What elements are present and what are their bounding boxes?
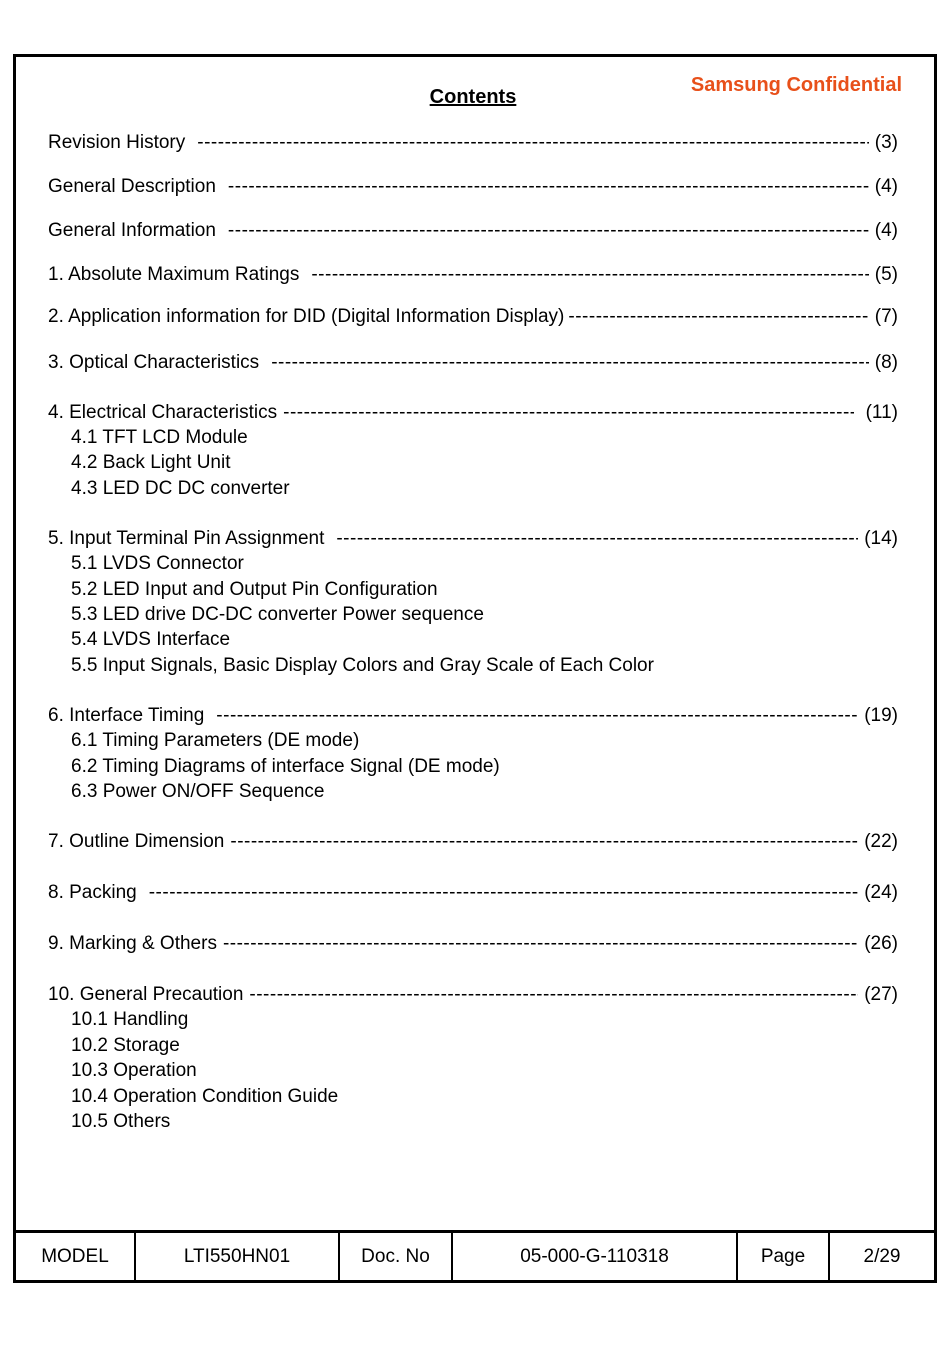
toc-subitem: 6.2 Timing Diagrams of interface Signal (DE mode): [71, 755, 500, 777]
toc-label: 10. General Precaution: [48, 984, 244, 1006]
toc-subitem: 6.1 Timing Parameters (DE mode): [71, 730, 360, 752]
toc-subitem: 5.4 LVDS Interface: [71, 629, 231, 651]
model-label: MODEL: [16, 1233, 136, 1280]
toc-entry: [48, 703, 898, 804]
page-number: 2/29: [863, 1245, 901, 1267]
doc-no-label: Doc. No: [340, 1233, 453, 1280]
toc-label: 9. Marking & Others: [48, 933, 217, 955]
toc-leader: [283, 400, 853, 425]
toc-subitem: 10.3 Operation: [71, 1060, 197, 1082]
toc-row: [48, 400, 898, 425]
toc-leader: [228, 218, 869, 243]
toc-subitem: 5.3 LED drive DC-DC converter Power sequence: [71, 604, 484, 626]
toc-label: 6. Interface Timing: [48, 705, 205, 727]
toc-page: (19): [864, 705, 898, 727]
toc-row: [48, 350, 898, 375]
toc-row: [48, 130, 898, 155]
toc-label: Revision History: [48, 132, 186, 153]
toc-subitem: 10.1 Handling: [71, 1009, 189, 1031]
toc-row: [48, 829, 898, 854]
toc-page: (4): [874, 176, 898, 197]
toc-entry: [48, 174, 898, 199]
toc-page: (22): [864, 831, 898, 853]
toc-leader: [568, 304, 868, 329]
toc-entry: [48, 400, 898, 501]
toc-row: [48, 526, 898, 551]
toc-row: [48, 880, 898, 905]
page-title: Contents: [429, 86, 517, 108]
toc-leader: [197, 130, 869, 155]
toc-subitem: 4.1 TFT LCD Module: [71, 427, 248, 448]
toc-row: [48, 218, 898, 243]
toc-leader: [230, 829, 858, 854]
footer-table: [16, 1230, 934, 1280]
confidential-label: Samsung Confidential: [690, 74, 902, 96]
toc-entry: [48, 526, 898, 678]
toc-row: [48, 262, 898, 287]
toc-page: (8): [874, 352, 898, 373]
toc-page: (5): [874, 264, 898, 285]
toc-entry: [48, 350, 898, 375]
toc-leader: [216, 703, 858, 728]
toc-entry: [48, 130, 898, 155]
toc-page: (4): [874, 220, 898, 241]
toc-entry: [48, 982, 898, 1134]
toc-label: General Description: [48, 176, 216, 197]
toc-entry: [48, 880, 898, 905]
model-value: LTI550HN01: [136, 1233, 340, 1280]
toc-leader: [271, 350, 869, 375]
toc-subitem: 10.5 Others: [71, 1111, 171, 1133]
toc-page: (3): [874, 132, 898, 153]
toc-leader: [336, 526, 858, 551]
toc-subitem: 10.2 Storage: [71, 1034, 180, 1056]
toc-subitem: 6.3 Power ON/OFF Sequence: [71, 781, 325, 803]
toc-page: (24): [864, 882, 898, 904]
toc-label: 3. Optical Characteristics: [48, 352, 260, 373]
toc-label: General Information: [48, 220, 216, 241]
toc-leader: [249, 982, 858, 1007]
toc-subitem: 10.4 Operation Condition Guide: [71, 1085, 339, 1107]
page-label: Page: [738, 1233, 830, 1280]
toc-entry: [48, 218, 898, 243]
toc-subitem: 4.2 Back Light Unit: [71, 452, 231, 474]
table-of-contents: [48, 130, 898, 1154]
toc-entry: [48, 304, 898, 329]
toc-row: [48, 703, 898, 728]
toc-label: 5. Input Terminal Pin Assignment: [48, 528, 325, 550]
toc-leader: [311, 262, 868, 287]
toc-leader: [228, 174, 869, 199]
toc-label: 8. Packing: [48, 882, 137, 904]
toc-label: 1. Absolute Maximum Ratings: [48, 264, 300, 285]
doc-no-value: 05-000-G-110318: [453, 1233, 738, 1280]
toc-subitem: 4.3 LED DC DC converter: [71, 477, 290, 499]
toc-leader: [149, 880, 858, 905]
toc-label: 2. Application information for DID (Digital Information Display): [48, 306, 565, 327]
toc-entry: [48, 829, 898, 854]
toc-row: [48, 931, 898, 956]
toc-label: 4. Electrical Characteristics: [48, 402, 278, 423]
toc-row: [48, 174, 898, 199]
toc-label: 7. Outline Dimension: [48, 831, 225, 853]
toc-entry: [48, 931, 898, 956]
toc-subitem: 5.2 LED Input and Output Pin Configuration: [71, 578, 438, 600]
toc-subitem: 5.5 Input Signals, Basic Display Colors and Gray Scale of Each Color: [71, 654, 654, 676]
toc-row: [48, 304, 898, 329]
toc-entry: [48, 262, 898, 287]
toc-page: (26): [864, 933, 898, 955]
toc-page: (7): [874, 306, 898, 327]
toc-page: (27): [864, 984, 898, 1006]
toc-leader: [223, 931, 858, 956]
toc-row: [48, 982, 898, 1007]
toc-page: (14): [864, 528, 898, 550]
toc-subitem: 5.1 LVDS Connector: [71, 553, 244, 575]
toc-page: (11): [865, 402, 898, 423]
